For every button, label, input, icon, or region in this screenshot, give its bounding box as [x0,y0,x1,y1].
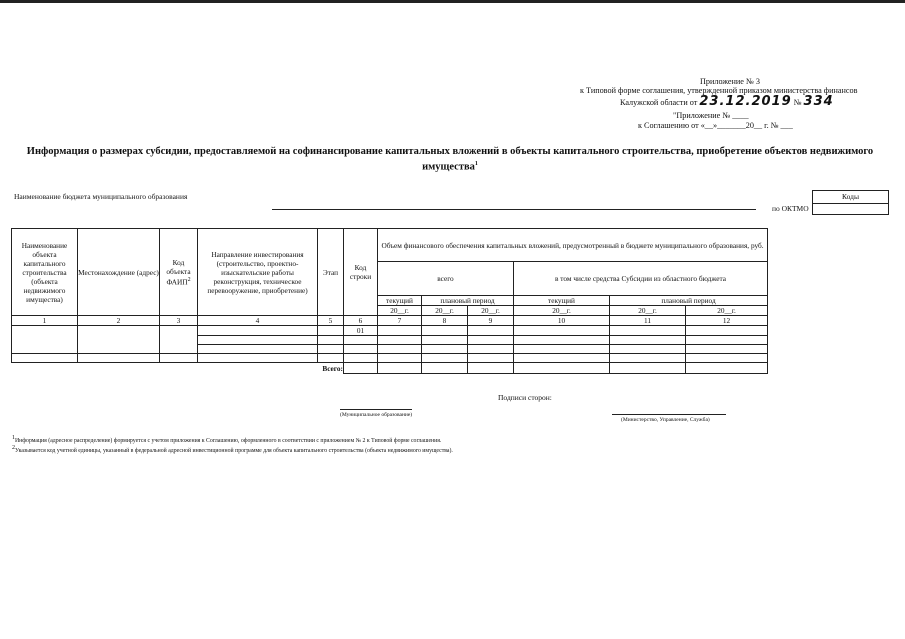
cell-line-code[interactable] [344,336,378,345]
left-signature-line[interactable] [340,409,412,410]
col-number: 10 [514,316,610,326]
order-date-prefix: Калужской области от [620,98,698,107]
appendix-line-4: "Приложение № ____ [673,111,749,120]
total-value[interactable] [610,363,686,374]
cell-value[interactable] [610,326,686,336]
cell-value[interactable] [422,326,468,336]
total-row [12,363,768,374]
header-investment-direction: Направление инвестирования (строительство, проектно-изыскательские работы реконструкция, техническое перевооружение, приобретение) [198,229,318,316]
cell-value[interactable] [610,354,686,363]
header-total-planned: плановый период [422,296,514,306]
year-col-8: 20__г. [422,306,468,316]
cell-value[interactable] [422,336,468,345]
scan-top-edge [0,0,905,3]
right-signature-line[interactable] [612,414,726,415]
header-line-code: Код строки [344,229,378,316]
footnote-1-mark: 1 [12,435,15,441]
header-total-current: текущий [378,296,422,306]
cell-value[interactable] [514,345,610,354]
cell-direction[interactable] [198,336,318,345]
footnote-2 [12,445,453,454]
total-value[interactable] [468,363,514,374]
cell-stage[interactable] [318,345,344,354]
codes-label: Коды [841,192,860,201]
cell-object-name[interactable] [12,354,78,363]
cell-value[interactable] [686,326,768,336]
cell-faip-code[interactable] [160,326,198,354]
footnote-2-mark: 2 [12,445,15,451]
title-footnote-mark: 1 [474,161,478,167]
header-stage: Этап [318,229,344,316]
cell-value[interactable] [468,354,514,363]
col-number: 11 [610,316,686,326]
header-total-group: всего [378,262,514,296]
cell-value[interactable] [468,326,514,336]
year-col-10: 20__г. [514,306,610,316]
header-location: Местонахождение (адрес) [78,229,160,316]
total-label: Всего: [322,363,343,373]
budget-name-line [272,209,756,210]
cell-value[interactable] [686,336,768,345]
appendix-line-5: к Соглашению от «__»_______20__ г. № ___ [638,121,793,130]
total-value[interactable] [686,363,768,374]
year-col-11: 20__г. [610,306,686,316]
cell-line-code: 01 [344,326,378,336]
faip-footnote-mark: 2 [187,276,191,283]
cell-value[interactable] [514,354,610,363]
order-number-handwritten: 334 [803,94,834,109]
col-number: 1 [12,316,78,326]
cell-value[interactable] [468,336,514,345]
header-subsidy-group: в том числе средства Субсидии из областного бюджета [514,262,768,296]
header-volume: Объем финансового обеспечения капитальных вложений, предусмотренный в бюджете муниципального образования, руб. [378,229,768,262]
page-title [20,145,880,174]
header-object-name: Наименование объекта капитального строительства (объекта недвижимого имущества) [12,229,78,316]
cell-object-name[interactable] [12,326,78,354]
cell-value[interactable] [686,345,768,354]
cell-direction[interactable] [198,326,318,336]
cell-value[interactable] [468,345,514,354]
left-signature-caption: (Муниципальное образование) [340,412,413,418]
subsidy-table [11,228,768,374]
footnote-1-text: Информация (адресное распределение) формируется с учетом приложения к Соглашению, оформленного в соответствии с приложением № 2 к Типовой форме соглашения. [15,437,442,444]
cell-value[interactable] [610,345,686,354]
cell-faip-code[interactable] [160,354,198,363]
appendix-line-3 [620,94,834,109]
cell-location[interactable] [78,354,160,363]
footnote-2-text: Указывается код учетной единицы, указанный в федеральной адресной инвестиционной программе для объекта капитального строительства (объекта недвижимого имущества). [15,447,453,454]
col-number: 6 [344,316,378,326]
cell-value[interactable] [378,336,422,345]
col-number: 3 [160,316,198,326]
cell-value[interactable] [686,354,768,363]
total-value[interactable] [514,363,610,374]
cell-value[interactable] [422,354,468,363]
footnote-1 [12,435,441,444]
oktmo-label: по ОКТМО [772,204,809,213]
cell-value[interactable] [378,354,422,363]
cell-value[interactable] [610,336,686,345]
appendix-line-2: к Типовой форме соглашения, утвержденной приказом министерства финансов [580,86,858,95]
oktmo-code-cell[interactable] [813,203,888,214]
col-number: 5 [318,316,344,326]
year-col-12: 20__г. [686,306,768,316]
table-row [12,326,768,336]
total-value[interactable] [378,363,422,374]
cell-value[interactable] [378,326,422,336]
signatures-title: Подписи сторон: [498,393,552,402]
page-title-text: Информация о размерах субсидии, предоставляемой на софинансирование капитальных вложений в объекты капитального строительства, приобретение объектов недвижимого имущества [26,146,874,173]
total-value[interactable] [422,363,468,374]
header-faip-code-text: Код объекта ФАИП [166,257,191,287]
appendix-number: Приложение № 3 [700,77,760,86]
cell-value[interactable] [378,345,422,354]
cell-stage[interactable] [318,336,344,345]
col-number: 2 [78,316,160,326]
header-subsidy-current: текущий [514,296,610,306]
header-faip-code [160,229,198,316]
cell-line-code[interactable] [344,354,378,363]
number-sign: № [793,98,802,107]
col-number: 8 [422,316,468,326]
cell-stage[interactable] [318,354,344,363]
budget-name-label: Наименование бюджета муниципального образования [14,192,188,201]
year-col-7: 20__г. [378,306,422,316]
right-signature-caption: (Министерство, Управление, Служба) [621,417,710,423]
header-subsidy-planned: плановый период [610,296,768,306]
col-number: 4 [198,316,318,326]
cell-direction[interactable] [198,354,318,363]
cell-value[interactable] [514,336,610,345]
col-number: 9 [468,316,514,326]
year-col-9: 20__г. [468,306,514,316]
cell-direction[interactable] [198,345,318,354]
cell-stage[interactable] [318,326,344,336]
table-row [12,354,768,363]
total-line-code[interactable] [344,363,378,374]
cell-line-code[interactable] [344,345,378,354]
col-number: 7 [378,316,422,326]
codes-box [812,190,889,215]
cell-value[interactable] [422,345,468,354]
cell-location[interactable] [78,326,160,354]
order-date-handwritten: 23.12.2019 [699,94,792,109]
cell-value[interactable] [514,326,610,336]
col-number: 12 [686,316,768,326]
